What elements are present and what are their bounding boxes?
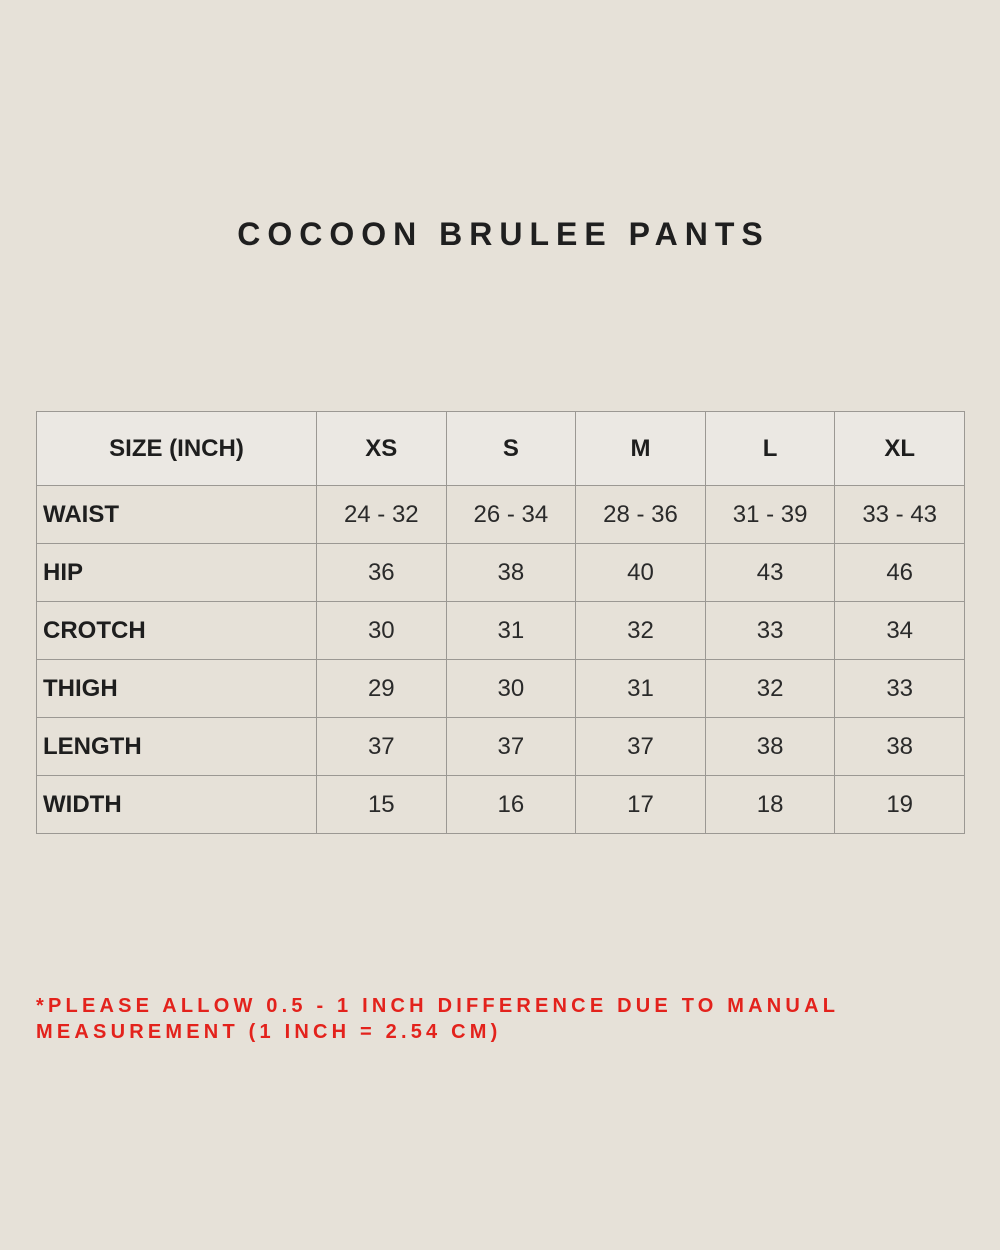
table-cell: 46 [835, 544, 965, 602]
table-row [37, 660, 965, 718]
table-cell: 38 [705, 718, 835, 776]
table-cell: 16 [446, 776, 576, 834]
table-cell: 30 [446, 660, 576, 718]
table-cell: 38 [446, 544, 576, 602]
table-row [37, 718, 965, 776]
table-cell: 29 [317, 660, 447, 718]
row-label-hip: HIP [37, 544, 317, 602]
measurement-note [36, 993, 936, 1045]
table-row [37, 486, 965, 544]
row-label-width: WIDTH [37, 776, 317, 834]
table-cell: 37 [446, 718, 576, 776]
table-cell: 38 [835, 718, 965, 776]
table-row [37, 776, 965, 834]
header-l: L [705, 412, 835, 486]
table-header-row [37, 412, 965, 486]
table-cell: 37 [576, 718, 706, 776]
table-cell: 24 - 32 [317, 486, 447, 544]
table-cell: 31 [576, 660, 706, 718]
table-cell: 32 [705, 660, 835, 718]
row-label-length: LENGTH [37, 718, 317, 776]
table-cell: 40 [576, 544, 706, 602]
table-row [37, 544, 965, 602]
measurement-note-line-2: MEASUREMENT (1 INCH = 2.54 CM) [36, 1021, 502, 1043]
table-cell: 32 [576, 602, 706, 660]
table-cell: 43 [705, 544, 835, 602]
row-label-crotch: CROTCH [37, 602, 317, 660]
page-title: COCOON BRULEE PANTS [237, 216, 770, 252]
table-cell: 28 - 36 [576, 486, 706, 544]
table-cell: 37 [317, 718, 447, 776]
header-size-inch: SIZE (INCH) [37, 412, 317, 486]
table-cell: 34 [835, 602, 965, 660]
header-xs: XS [317, 412, 447, 486]
table-cell: 15 [317, 776, 447, 834]
row-label-thigh: THIGH [37, 660, 317, 718]
table-cell: 33 [835, 660, 965, 718]
table-cell: 33 [705, 602, 835, 660]
table-cell: 33 - 43 [835, 486, 965, 544]
table-row [37, 602, 965, 660]
measurement-note-line-1: *PLEASE ALLOW 0.5 - 1 INCH DIFFERENCE DUE TO MANUAL [36, 995, 840, 1017]
header-s: S [446, 412, 576, 486]
table-cell: 31 [446, 602, 576, 660]
table-cell: 26 - 34 [446, 486, 576, 544]
header-xl: XL [835, 412, 965, 486]
table-cell: 17 [576, 776, 706, 834]
header-m: M [576, 412, 706, 486]
table-cell: 31 - 39 [705, 486, 835, 544]
row-label-waist: WAIST [37, 486, 317, 544]
table-cell: 36 [317, 544, 447, 602]
size-chart-table [36, 411, 965, 834]
table-cell: 19 [835, 776, 965, 834]
table-cell: 30 [317, 602, 447, 660]
table-cell: 18 [705, 776, 835, 834]
